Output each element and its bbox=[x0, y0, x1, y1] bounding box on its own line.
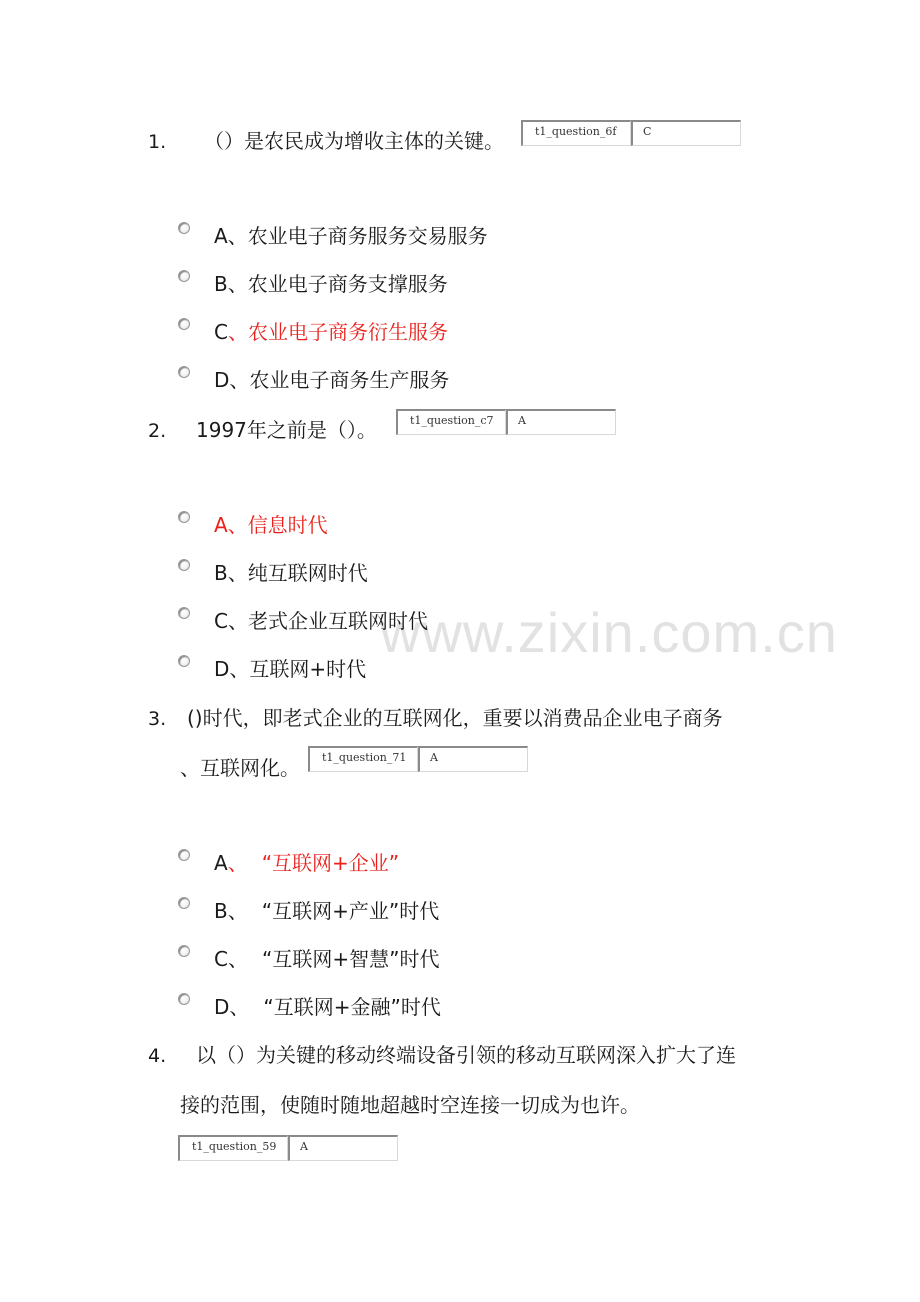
radio-button[interactable] bbox=[178, 559, 190, 571]
question-text-line1: ()时代，即老式企业的互联网化，重要以消费品企业电子商务 bbox=[187, 706, 723, 730]
question-number: 4. bbox=[148, 1045, 167, 1067]
radio-button[interactable] bbox=[178, 511, 190, 523]
question-text-line2: 接的范围，使随时随地超越时空连接一切成为也许。 bbox=[180, 1093, 640, 1117]
question-number: 2. bbox=[148, 420, 167, 442]
watermark: www.zixin.com.cn bbox=[380, 601, 838, 664]
correct-answer-text: 、 “互联网+企业” bbox=[227, 851, 400, 875]
option-label: A、 “互联网+企业” bbox=[214, 851, 400, 875]
option-label: C、 “互联网+智慧”时代 bbox=[214, 947, 440, 971]
option-label: D、 “互联网+金融”时代 bbox=[214, 995, 441, 1019]
answer-field[interactable]: A bbox=[288, 1135, 398, 1161]
answer-field-group bbox=[308, 746, 528, 772]
question-text: 1997年之前是（）。 bbox=[196, 418, 377, 442]
radio-button[interactable] bbox=[178, 270, 190, 282]
answer-field-group bbox=[521, 120, 741, 146]
radio-button[interactable] bbox=[178, 607, 190, 619]
radio-button[interactable] bbox=[178, 993, 190, 1005]
option-label: D、农业电子商务生产服务 bbox=[214, 368, 450, 392]
option-label: B、 “互联网+产业”时代 bbox=[214, 899, 440, 923]
option-label: B、纯互联网时代 bbox=[214, 561, 368, 585]
option-label: D、互联网+时代 bbox=[214, 657, 367, 681]
answer-field-group bbox=[178, 1135, 398, 1161]
question-number: 3. bbox=[148, 708, 167, 730]
correct-answer-text: 、农业电子商务衍生服务 bbox=[227, 320, 448, 344]
option-label: A、农业电子商务服务交易服务 bbox=[214, 224, 488, 248]
answer-field[interactable]: A bbox=[418, 746, 528, 772]
question-id-field[interactable]: t1_question_71 bbox=[308, 746, 418, 772]
radio-button[interactable] bbox=[178, 849, 190, 861]
question-id-field[interactable]: t1_question_59 bbox=[178, 1135, 288, 1161]
answer-field[interactable]: A bbox=[506, 409, 616, 435]
question-id-field[interactable]: t1_question_6f bbox=[521, 120, 631, 146]
option-label: A、信息时代 bbox=[214, 513, 328, 537]
answer-field[interactable]: C bbox=[631, 120, 741, 146]
option-label: C、农业电子商务衍生服务 bbox=[214, 320, 448, 344]
question-text-line2: 、互联网化。 bbox=[180, 756, 300, 780]
radio-button[interactable] bbox=[178, 222, 190, 234]
option-label: C、老式企业互联网时代 bbox=[214, 609, 428, 633]
question-id-field[interactable]: t1_question_c7 bbox=[396, 409, 506, 435]
question-number: 1. bbox=[148, 131, 167, 153]
option-label: B、农业电子商务支撑服务 bbox=[214, 272, 448, 296]
radio-button[interactable] bbox=[178, 318, 190, 330]
radio-button[interactable] bbox=[178, 655, 190, 667]
question-text: （）是农民成为增收主体的关键。 bbox=[204, 129, 504, 153]
radio-button[interactable] bbox=[178, 945, 190, 957]
radio-button[interactable] bbox=[178, 897, 190, 909]
radio-button[interactable] bbox=[178, 366, 190, 378]
question-text-line1: 以（）为关键的移动终端设备引领的移动互联网深入扩大了连 bbox=[196, 1043, 736, 1067]
answer-field-group bbox=[396, 409, 616, 435]
